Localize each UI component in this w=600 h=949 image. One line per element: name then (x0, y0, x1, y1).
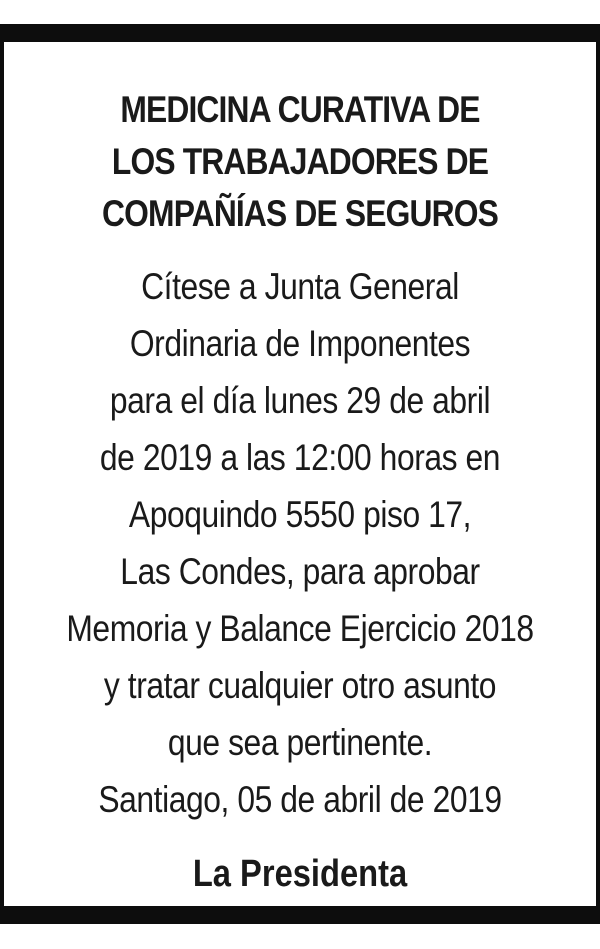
notice-box (0, 24, 600, 924)
signature: La Presidenta (192, 853, 408, 895)
body-line: y tratar cualquier otro asunto (103, 665, 497, 706)
body-line: de 2019 a las 12:00 horas en (99, 437, 501, 478)
body-line: Apoquindo 5550 piso 17, (128, 494, 472, 535)
body-line: Memoria y Balance Ejercicio 2018 (66, 608, 534, 649)
body-line: Ordinaria de Imponentes (129, 323, 471, 364)
body-line: que sea pertinente. (167, 722, 433, 763)
title-line: COMPAÑÍAS DE SEGUROS (102, 193, 498, 234)
body-line: para el día lunes 29 de abril (109, 380, 491, 421)
notice-title (45, 84, 554, 240)
title-line: LOS TRABAJADORES DE (111, 141, 489, 182)
notice-body (45, 258, 554, 828)
title-line: MEDICINA CURATIVA DE (120, 89, 480, 130)
date-line: Santiago, 05 de abril de 2019 (98, 779, 502, 820)
body-line: Las Condes, para aprobar (120, 551, 480, 592)
body-line: Cítese a Junta General (141, 266, 459, 307)
